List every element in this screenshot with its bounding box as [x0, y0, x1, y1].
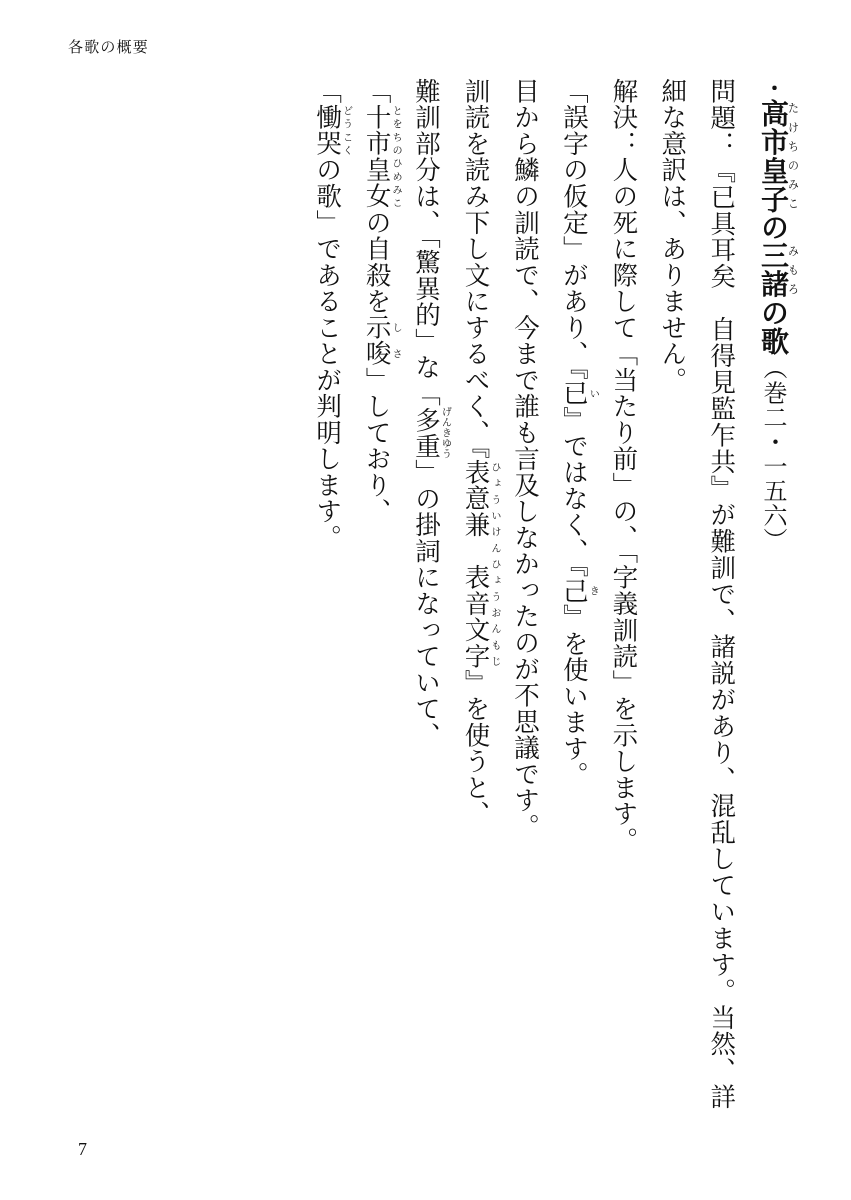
paragraph-solution: 解決：人の死に際して「当たり前」の、「字義訓読」を示します。	[609, 78, 639, 854]
heading-ruby-mimoro: 三諸みもろ	[757, 241, 799, 299]
running-head: 各歌の概要	[68, 40, 150, 56]
paragraph-dokoku	[302, 78, 351, 1110]
paragraph-kundoku-text: 訓読を読み下し文にするべく、『表意兼 表音文字ひょういけんひょうおんもじ』を使うと、	[461, 78, 500, 827]
paragraph-kundoku	[451, 78, 500, 1110]
paragraph-nankun	[401, 78, 450, 1110]
page-number: 7	[78, 1139, 87, 1159]
bullet-marker: ・	[761, 78, 783, 99]
paragraph-toochi-text: 「十市皇女とをちのひめみこの自殺を示唆しさ」しており、	[362, 78, 402, 525]
paragraph-goji-text: 「誤字の仮定」があり、『已い』ではなく、『己き』を使います。	[559, 78, 599, 788]
heading-tail: の歌	[757, 298, 788, 356]
paragraph-uroko-text: 目から鱗の訓読で、今まで誰も言及しなかったのが不思議です。	[510, 78, 540, 840]
document-body	[130, 78, 799, 1110]
paragraph-goji	[549, 78, 598, 1110]
paragraph-dokoku-text: 「慟哭どうこくの歌」であることが判明します。	[313, 78, 352, 551]
paragraph-problem: 問題：『已具耳矣 自得見監乍共』が難訓で、諸説があり、混乱しています。当然、詳細な意訳は、ありません。	[658, 78, 737, 1110]
section-heading	[745, 78, 799, 1110]
heading-ruby-takechi: 高市皇子たけちのみこ	[757, 98, 799, 213]
paragraph-nankun-text: 難訓部分は、「驚異的」な「多重げんきゆう」の掛詞になっていて、	[412, 78, 451, 749]
paragraph-toochi	[352, 78, 401, 1110]
heading-note: （巻二・一五六）	[759, 355, 785, 553]
paragraph-uroko	[500, 78, 549, 1110]
heading-mid: の	[757, 212, 788, 242]
